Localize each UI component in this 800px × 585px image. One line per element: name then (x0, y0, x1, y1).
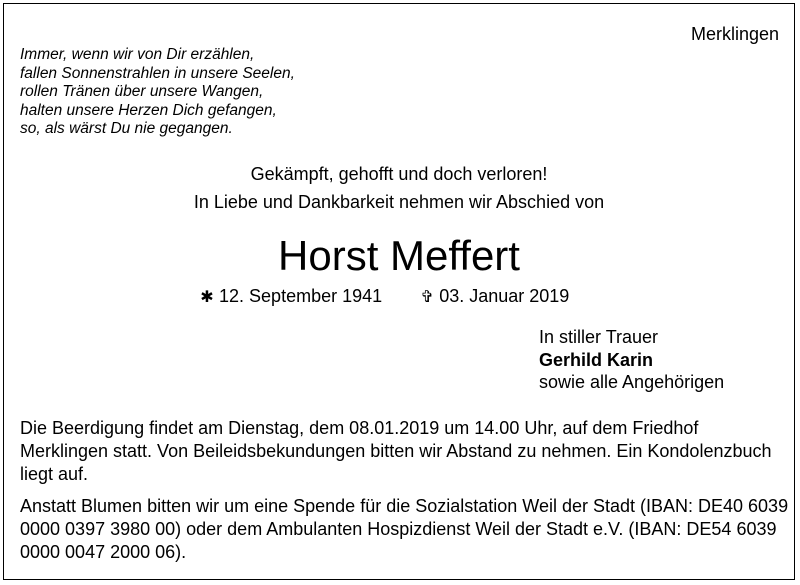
intro-line-1: Gekämpft, gehofft und doch verloren! (250, 164, 548, 184)
poem-line: Immer, wenn wir von Dir erzählen, (20, 46, 255, 63)
birth-star-icon: ✱ (200, 289, 214, 306)
intro-line-2: In Liebe und Dankbarkeit nehmen wir Abschied von (193, 192, 605, 212)
poem-line: so, als wärst Du nie gegangen. (20, 120, 233, 137)
poem-line: fallen Sonnenstrahlen in unsere Seelen, (20, 64, 295, 82)
birth-date: 12. September 1941 (219, 286, 383, 306)
poem (20, 46, 295, 139)
location-label: Merklingen (690, 24, 779, 44)
mourners-intro: In stiller Trauer (539, 327, 659, 347)
obituary-notice (3, 3, 795, 580)
mourners-others: sowie alle Angehörigen (539, 372, 725, 392)
life-dates (200, 286, 569, 307)
poem-line: halten unsere Herzen Dich gefangen, (20, 101, 277, 119)
funeral-details: Die Beerdigung findet am Dienstag, dem 08.01.2019 um 14.00 Uhr, auf dem Friedhof Merklingen statt. Von Beileidsbekundungen bitten wir Abstand zu nehmen. Ein Kondolenzbuch liegt auf. (20, 418, 772, 484)
death-date: 03. Januar 2019 (439, 286, 570, 306)
mourners (539, 326, 724, 394)
death-cross-icon: ✞ (420, 289, 434, 306)
donation-request: Anstatt Blumen bitten wir um eine Spende für die Sozialstation Weil der Stadt (IBAN: DE40 6039 0000 0397 3980 00) oder dem Ambulanten Hospizdienst Weil der Stadt e.V. (IBAN: DE54 6039 0000 0047 2000 06). (20, 496, 789, 562)
poem-line: rollen Tränen über unsere Wangen, (20, 83, 264, 100)
deceased-name: Horst Meffert (278, 232, 520, 279)
mourner-name: Gerhild Karin (539, 349, 654, 370)
